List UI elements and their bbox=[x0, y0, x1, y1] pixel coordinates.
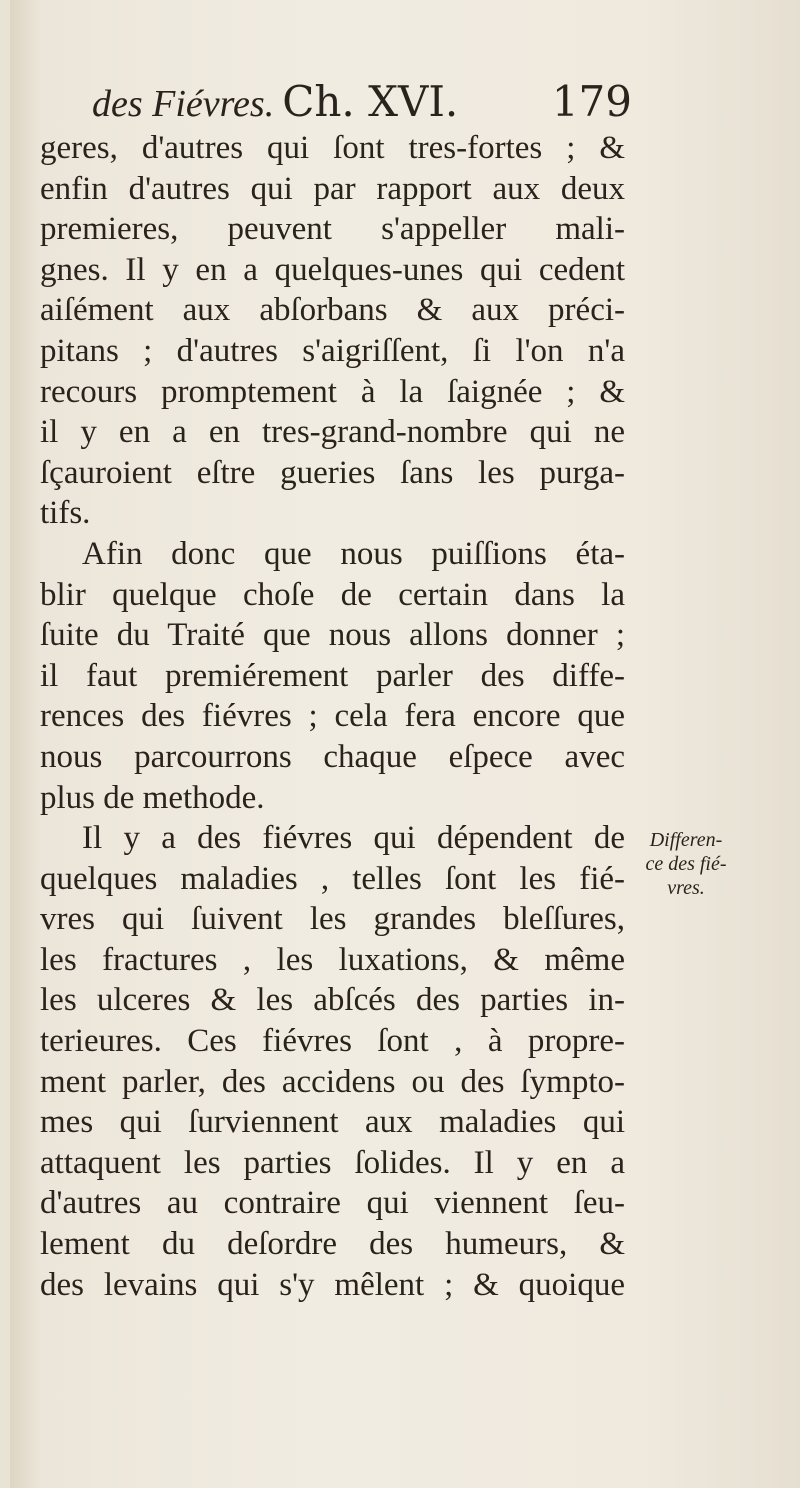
text-line: aiſément aux abſorbans & aux préci- bbox=[40, 292, 625, 329]
text-line: tifs. bbox=[40, 495, 91, 532]
text-line: rences des fiévres ; cela fera encore que bbox=[40, 698, 625, 735]
text-line: premieres, peuvent s'appeller mali- bbox=[40, 211, 625, 248]
text-line: mes qui ſurviennent aux maladies qui bbox=[40, 1104, 625, 1141]
margin-note-line: Differen- bbox=[649, 829, 723, 851]
text-line: d'autres au contraire qui viennent ſeu- bbox=[40, 1185, 625, 1222]
text-line: il y en a en tres-grand-nombre qui ne bbox=[40, 414, 625, 451]
paragraph-start: Il y a des fiévres qui dépendent de bbox=[82, 820, 625, 857]
text-line: des levains qui s'y mêlent ; & quoique bbox=[40, 1266, 625, 1303]
text-line: il faut premiérement parler des diffe- bbox=[40, 657, 625, 694]
margin-note-line: vres. bbox=[667, 877, 705, 899]
margin-note bbox=[626, 828, 746, 900]
text-line: ment parler, des accidens ou des ſympto- bbox=[40, 1063, 625, 1100]
margin-note-line: ce des fié- bbox=[645, 853, 727, 875]
text-line: vres qui ſuivent les grandes bleſſures, bbox=[40, 901, 625, 938]
text-line: les ulceres & les abſcés des parties in- bbox=[40, 982, 625, 1019]
running-title: des Fiévres. bbox=[92, 83, 275, 125]
text-line: lement du deſordre des humeurs, & bbox=[40, 1226, 625, 1263]
text-line: attaquent les parties ſolides. Il y en a bbox=[40, 1144, 625, 1181]
text-line: blir quelque choſe de certain dans la bbox=[40, 576, 625, 613]
text-line: terieures. Ces fiévres ſont , à propre- bbox=[40, 1023, 625, 1060]
book-page bbox=[10, 0, 800, 1488]
text-line: recours promptement à la ſaignée ; & bbox=[40, 373, 625, 410]
chapter-heading: Ch. XVI. bbox=[282, 77, 459, 126]
text-line: ſuite du Traité que nous allons donner ; bbox=[40, 617, 625, 654]
text-line: plus de methode. bbox=[40, 779, 265, 816]
text-line: pitans ; d'autres s'aigriſſent, ſi l'on n'a bbox=[40, 332, 625, 369]
text-line: quelques maladies , telles ſont les fié- bbox=[40, 860, 625, 897]
paragraph-start: Afin donc que nous puiſſions éta- bbox=[82, 535, 625, 572]
page-number: 179 bbox=[551, 77, 632, 126]
text-line: geres, d'autres qui ſont tres-fortes ; & bbox=[40, 130, 625, 166]
page-header bbox=[92, 74, 632, 130]
text-line: nous parcourrons chaque eſpece avec bbox=[40, 738, 625, 775]
text-line: enfin d'autres qui par rapport aux deux bbox=[40, 170, 625, 207]
body-text bbox=[40, 128, 625, 1305]
text-line: les fractures , les luxations, & même bbox=[40, 941, 625, 978]
text-line: gnes. Il y en a quelques-unes qui cedent bbox=[40, 251, 625, 288]
text-line: ſçauroient eſtre gueries ſans les purga- bbox=[40, 454, 625, 491]
